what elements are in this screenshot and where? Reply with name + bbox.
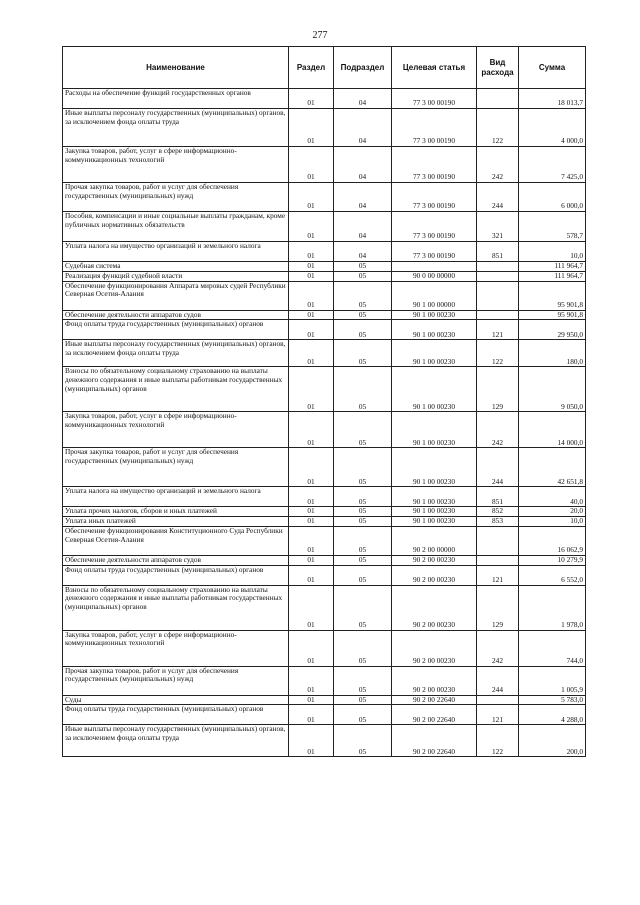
row-section: 01 (289, 526, 334, 555)
row-subsection: 04 (334, 183, 392, 212)
row-sum: 14 000,0 (519, 412, 586, 448)
row-target: 90 2 00 00230 (392, 585, 477, 630)
row-name: Пособия, компенсации и иные социальные выплаты гражданам, кроме публичных нормативных обязательств (63, 212, 289, 242)
table-row (63, 367, 586, 412)
row-name: Закупка товаров, работ, услуг в сфере информационно-коммуникационных технологий (63, 147, 289, 183)
row-subsection: 04 (334, 89, 392, 109)
row-section: 01 (289, 367, 334, 412)
table-row (63, 262, 586, 272)
row-target: 90 2 00 00230 (392, 666, 477, 695)
row-type: 851 (477, 487, 519, 507)
row-section: 01 (289, 517, 334, 527)
row-type: 852 (477, 507, 519, 517)
row-sum: 180,0 (519, 340, 586, 367)
row-target: 77 3 00 00190 (392, 183, 477, 212)
row-name: Обеспечение функционирования Аппарата мировых судей Республики Северная Осетия-Алания (63, 281, 289, 310)
row-target: 90 1 00 00230 (392, 487, 477, 507)
row-sum: 10 279,9 (519, 555, 586, 565)
page-number: 277 (312, 30, 328, 41)
header-target: Целевая статья (392, 47, 477, 89)
row-section: 01 (289, 271, 334, 281)
row-target: 90 2 00 00230 (392, 565, 477, 585)
table-row (63, 555, 586, 565)
row-sum: 6 552,0 (519, 565, 586, 585)
table-row (63, 507, 586, 517)
row-sum: 4 288,0 (519, 705, 586, 725)
budget-table (62, 46, 586, 757)
row-sum: 95 901,8 (519, 310, 586, 320)
row-name: Взносы по обязательному социальному страхованию на выплаты денежного содержания и иные выплаты работникам государственных (муниципальных) органов (63, 585, 289, 630)
row-type: 244 (477, 666, 519, 695)
row-name: Судебная система (63, 262, 289, 272)
table-row (63, 705, 586, 725)
row-type: 122 (477, 340, 519, 367)
row-subsection: 05 (334, 262, 392, 272)
table-row (63, 183, 586, 212)
row-subsection: 05 (334, 666, 392, 695)
row-name: Обеспечение деятельности аппаратов судов (63, 310, 289, 320)
row-subsection: 05 (334, 695, 392, 705)
row-subsection: 04 (334, 212, 392, 242)
table-row (63, 448, 586, 487)
row-target: 90 1 00 00230 (392, 517, 477, 527)
row-name: Уплата налога на имущество организаций и земельного налога (63, 242, 289, 262)
row-subsection: 05 (334, 705, 392, 725)
row-sum: 20,0 (519, 507, 586, 517)
table-row (63, 526, 586, 555)
row-subsection: 05 (334, 281, 392, 310)
row-subsection: 05 (334, 507, 392, 517)
row-sum: 42 651,8 (519, 448, 586, 487)
row-target: 90 1 00 00230 (392, 310, 477, 320)
row-sum: 200,0 (519, 725, 586, 757)
row-name: Взносы по обязательному социальному страхованию на выплаты денежного содержания и иные выплаты работникам государственных (муниципальных) органов (63, 367, 289, 412)
row-subsection: 05 (334, 448, 392, 487)
row-sum: 95 901,8 (519, 281, 586, 310)
row-target (392, 262, 477, 272)
table-header-row (63, 47, 586, 89)
row-target: 77 3 00 00190 (392, 212, 477, 242)
row-name: Обеспечение деятельности аппаратов судов (63, 555, 289, 565)
row-target: 77 3 00 00190 (392, 242, 477, 262)
row-type: 853 (477, 517, 519, 527)
row-section: 01 (289, 507, 334, 517)
row-name: Иные выплаты персоналу государственных (муниципальных) органов, за исключением фонда оплаты труда (63, 109, 289, 147)
row-sum: 7 425,0 (519, 147, 586, 183)
row-type (477, 271, 519, 281)
row-target: 90 1 00 00230 (392, 448, 477, 487)
row-name: Реализация функций судебной власти (63, 271, 289, 281)
row-section: 01 (289, 212, 334, 242)
header-name: Наименование (63, 47, 289, 89)
table-row (63, 487, 586, 507)
row-subsection: 05 (334, 565, 392, 585)
row-type: 122 (477, 725, 519, 757)
row-name: Обеспечение функционирования Конституционного Суда Республики Северная Осетия-Алания (63, 526, 289, 555)
header-subsection: Подраздел (334, 47, 392, 89)
table-row (63, 630, 586, 666)
row-section: 01 (289, 147, 334, 183)
row-section: 01 (289, 242, 334, 262)
table-row (63, 666, 586, 695)
row-section: 01 (289, 320, 334, 340)
row-subsection: 05 (334, 526, 392, 555)
row-section: 01 (289, 487, 334, 507)
row-target: 90 1 00 00230 (392, 320, 477, 340)
table-row (63, 281, 586, 310)
row-target: 90 2 00 22640 (392, 725, 477, 757)
row-sum: 5 783,0 (519, 695, 586, 705)
row-section: 01 (289, 183, 334, 212)
header-sum: Сумма (519, 47, 586, 89)
row-name: Фонд оплаты труда государственных (муниципальных) органов (63, 565, 289, 585)
row-type (477, 555, 519, 565)
row-subsection: 05 (334, 487, 392, 507)
row-section: 01 (289, 89, 334, 109)
table-row (63, 340, 586, 367)
table-row (63, 109, 586, 147)
row-target: 90 1 00 00230 (392, 412, 477, 448)
row-target: 90 2 00 22640 (392, 705, 477, 725)
row-type: 244 (477, 448, 519, 487)
row-name: Закупка товаров, работ, услуг в сфере информационно-коммуникационных технологий (63, 630, 289, 666)
row-sum: 578,7 (519, 212, 586, 242)
row-subsection: 05 (334, 367, 392, 412)
row-target: 90 2 00 00000 (392, 526, 477, 555)
header-type: Вид расхода (477, 47, 519, 89)
row-type (477, 310, 519, 320)
row-type: 242 (477, 630, 519, 666)
row-target: 90 2 00 22640 (392, 695, 477, 705)
row-type: 121 (477, 705, 519, 725)
row-section: 01 (289, 725, 334, 757)
row-section: 01 (289, 555, 334, 565)
row-sum: 40,0 (519, 487, 586, 507)
row-section: 01 (289, 705, 334, 725)
row-section: 01 (289, 585, 334, 630)
row-name: Фонд оплаты труда государственных (муниципальных) органов (63, 320, 289, 340)
row-name: Прочая закупка товаров, работ и услуг для обеспечения государственных (муниципальных) нужд (63, 183, 289, 212)
row-target: 77 3 00 00190 (392, 89, 477, 109)
row-section: 01 (289, 109, 334, 147)
row-type: 129 (477, 585, 519, 630)
row-section: 01 (289, 565, 334, 585)
row-type: 242 (477, 412, 519, 448)
row-name: Прочая закупка товаров, работ и услуг для обеспечения государственных (муниципальных) нужд (63, 448, 289, 487)
row-subsection: 04 (334, 242, 392, 262)
row-type (477, 262, 519, 272)
row-section: 01 (289, 340, 334, 367)
row-name: Прочая закупка товаров, работ и услуг для обеспечения государственных (муниципальных) нужд (63, 666, 289, 695)
row-subsection: 05 (334, 320, 392, 340)
row-section: 01 (289, 666, 334, 695)
row-sum: 1 978,0 (519, 585, 586, 630)
row-subsection: 05 (334, 412, 392, 448)
table-row (63, 725, 586, 757)
table-row (63, 517, 586, 527)
row-target: 90 2 00 00230 (392, 555, 477, 565)
row-type: 244 (477, 183, 519, 212)
row-subsection: 04 (334, 147, 392, 183)
row-name: Уплата прочих налогов, сборов и иных платежей (63, 507, 289, 517)
row-name: Иные выплаты персоналу государственных (муниципальных) органов, за исключением фонда оплаты труда (63, 340, 289, 367)
table-body (63, 89, 586, 757)
row-subsection: 05 (334, 340, 392, 367)
row-target: 90 1 00 00230 (392, 507, 477, 517)
row-sum: 9 050,0 (519, 367, 586, 412)
row-type: 242 (477, 147, 519, 183)
table-row (63, 89, 586, 109)
row-sum: 18 013,7 (519, 89, 586, 109)
row-type: 129 (477, 367, 519, 412)
row-subsection: 05 (334, 517, 392, 527)
row-name: Суды (63, 695, 289, 705)
row-type: 121 (477, 320, 519, 340)
row-sum: 744,0 (519, 630, 586, 666)
header-section: Раздел (289, 47, 334, 89)
row-name: Фонд оплаты труда государственных (муниципальных) органов (63, 705, 289, 725)
row-name: Уплата налога на имущество организаций и земельного налога (63, 487, 289, 507)
row-sum: 29 950,0 (519, 320, 586, 340)
row-section: 01 (289, 695, 334, 705)
row-target: 90 1 00 00230 (392, 367, 477, 412)
table-row (63, 585, 586, 630)
row-name: Расходы на обеспечение функций государственных органов (63, 89, 289, 109)
row-target: 77 3 00 00190 (392, 147, 477, 183)
table-row (63, 147, 586, 183)
row-name: Иные выплаты персоналу государственных (муниципальных) органов, за исключением фонда оплаты труда (63, 725, 289, 757)
row-type: 122 (477, 109, 519, 147)
row-target: 90 1 00 00000 (392, 281, 477, 310)
row-type: 851 (477, 242, 519, 262)
row-sum: 6 000,0 (519, 183, 586, 212)
row-sum: 10,0 (519, 242, 586, 262)
row-target: 90 2 00 00230 (392, 630, 477, 666)
row-section: 01 (289, 630, 334, 666)
row-section: 01 (289, 412, 334, 448)
row-section: 01 (289, 448, 334, 487)
row-subsection: 05 (334, 271, 392, 281)
row-type: 121 (477, 565, 519, 585)
row-subsection: 05 (334, 310, 392, 320)
row-type: 321 (477, 212, 519, 242)
row-type (477, 281, 519, 310)
table-row (63, 212, 586, 242)
row-sum: 111 964,7 (519, 271, 586, 281)
row-name: Уплата иных платежей (63, 517, 289, 527)
row-name: Закупка товаров, работ, услуг в сфере информационно-коммуникационных технологий (63, 412, 289, 448)
row-section: 01 (289, 262, 334, 272)
table-row (63, 412, 586, 448)
row-subsection: 05 (334, 585, 392, 630)
row-sum: 1 005,9 (519, 666, 586, 695)
row-subsection: 05 (334, 555, 392, 565)
row-sum: 4 000,0 (519, 109, 586, 147)
row-type (477, 695, 519, 705)
row-target: 90 1 00 00230 (392, 340, 477, 367)
row-subsection: 05 (334, 630, 392, 666)
table-row (63, 565, 586, 585)
table-row (63, 271, 586, 281)
row-sum: 10,0 (519, 517, 586, 527)
row-subsection: 04 (334, 109, 392, 147)
row-type (477, 89, 519, 109)
row-subsection: 05 (334, 725, 392, 757)
table-row (63, 242, 586, 262)
row-section: 01 (289, 281, 334, 310)
row-target: 90 0 00 00000 (392, 271, 477, 281)
row-sum: 111 964,7 (519, 262, 586, 272)
table-row (63, 320, 586, 340)
row-sum: 16 062,9 (519, 526, 586, 555)
row-section: 01 (289, 310, 334, 320)
row-type (477, 526, 519, 555)
row-target: 77 3 00 00190 (392, 109, 477, 147)
